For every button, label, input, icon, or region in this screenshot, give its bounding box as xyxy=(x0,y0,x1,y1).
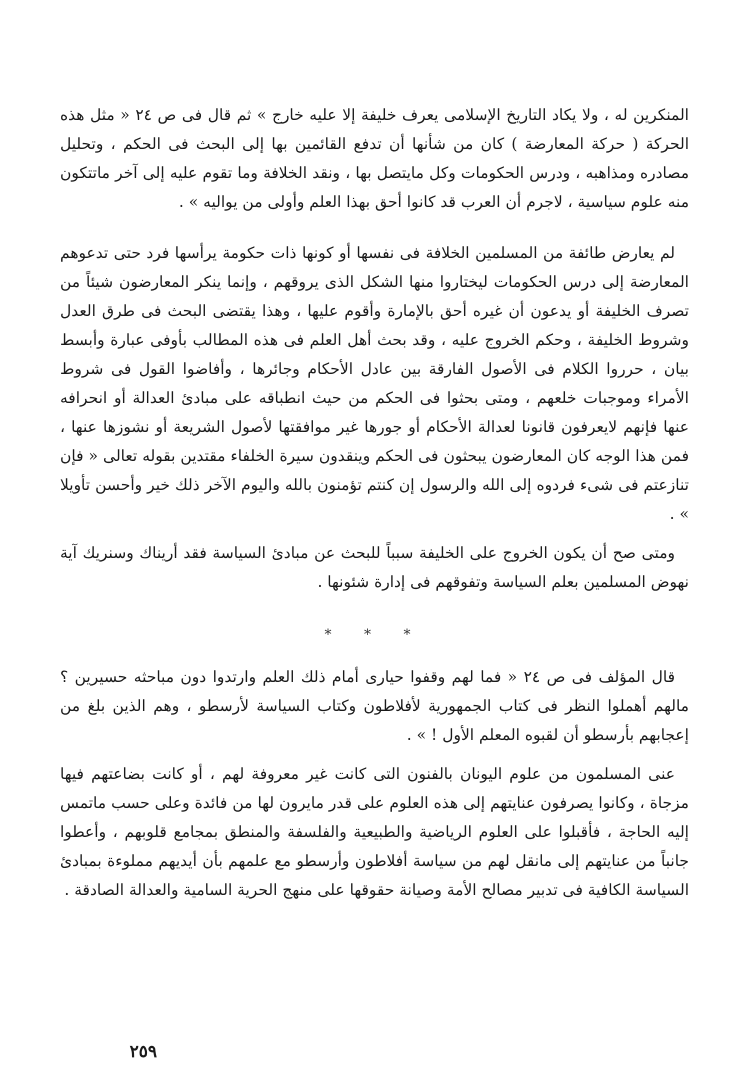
paragraph-2: لم يعارض طائفة من المسلمين الخلافة فى نفسها أو كونها ذات حكومة يرأسها فرد حتى تدعوهم المعارضة إلى درس الحكومات ليختاروا منها الشكل الذى يروقهم ، وإنما ينكر المعارضون شيئاً من تصرف الخليفة أو يدعون أن غيره أحق بالإمارة وأقوم عليها ، وهذا يقتضى البحث فى طرق العدل وشروط الخليفة ، وحكم الخروج عليه ، وقد بحث أهل العلم فى هذه المطالب بأوفى عبارة وأبسط بيان ، حرروا الكلام فى الأصول الفارقة بين عادل الأحكام وجائرها ، وأفاضوا القول فى شروط الأمراء وموجبات خلعهم ، ومتى بحثوا فى الحكم من حيث انطباقه على مبادئ العدالة أو انحرافه عنها فإنهم لايعرفون قانونا لعدالة الأحكام أو جورها غير موافقتها لأصول الشريعة أو نشوزها عنها ، فمن هذا الوجه كان المعارضون يبحثون فى الحكم وينقدون سيرة الخلفاء مقتدين بقوله تعالى « فإن تنازعتم فى شىء فردوه إلى الله والرسول إن كنتم تؤمنون بالله واليوم الآخر ذلك خير وأحسن تأويلا » . xyxy=(60,244,689,523)
page-number: ٢٥٩ xyxy=(129,1042,157,1062)
paragraph-4: قال المؤلف فى ص ٢٤ « فما لهم وقفوا حيارى أمام ذلك العلم وارتدوا دون مباحثه حسيرين ؟ مالهم أهملوا النظر فى كتاب الجمهورية لأفلاطون وكتاب السياسة لأرسطو ، وهم الذين بلغ من إعجابهم بأرسطو أن لقبوه المعلم الأول ! » . xyxy=(60,668,689,744)
paragraph-5: عنى المسلمون من علوم اليونان بالفنون التى كانت غير معروفة لهم ، أو كانت بضاعتهم فيها مزجاة ، وكانوا يصرفون عنايتهم إلى هذه العلوم على قدر مايرون لها من فائدة وعلى حسب ماتمس إليه الحاجة ، فأقبلوا على العلوم الرياضية والطبيعية والفلسفة والمنطق بمجامع قلوبهم ، وأعطوا جانباً من عنايتهم إلى مانقل لهم من سياسة أفلاطون وأرسطو مع علمهم بأن أيديهم مملوءة بمبادئ السياسة الكافية فى تدبير مصالح الأمة وصيانة حقوقها على منهج الحرية السامية والعدالة الصادقة . xyxy=(60,765,689,899)
section-separator: * * * xyxy=(324,627,425,643)
paragraph-1: المنكرين له ، ولا يكاد التاريخ الإسلامى يعرف خليفة إلا عليه خارج » ثم قال فى ص ٢٤ « مثل هذه الحركة ( حركة المعارضة ) كان من شأنها أن تدفع القائمين بها إلى البحث فى الحكم ، وتحليل مصادره ومذاهبه ، ودرس الحكومات وكل مايتصل بها ، ونقد الخلافة وما تقوم عليه إلى آخر ماتتكون منه علوم سياسية ، لاجرم أن العرب قد كانوا أحق بهذا العلم وأولى من يواليه » . xyxy=(60,106,689,211)
paragraph-3: ومتى صح أن يكون الخروج على الخليفة سبباً للبحث عن مبادئ السياسة فقد أريناك وسنريك آية نهوض المسلمين بعلم السياسة وتفوقهم فى إدارة شئونها . xyxy=(60,544,689,591)
